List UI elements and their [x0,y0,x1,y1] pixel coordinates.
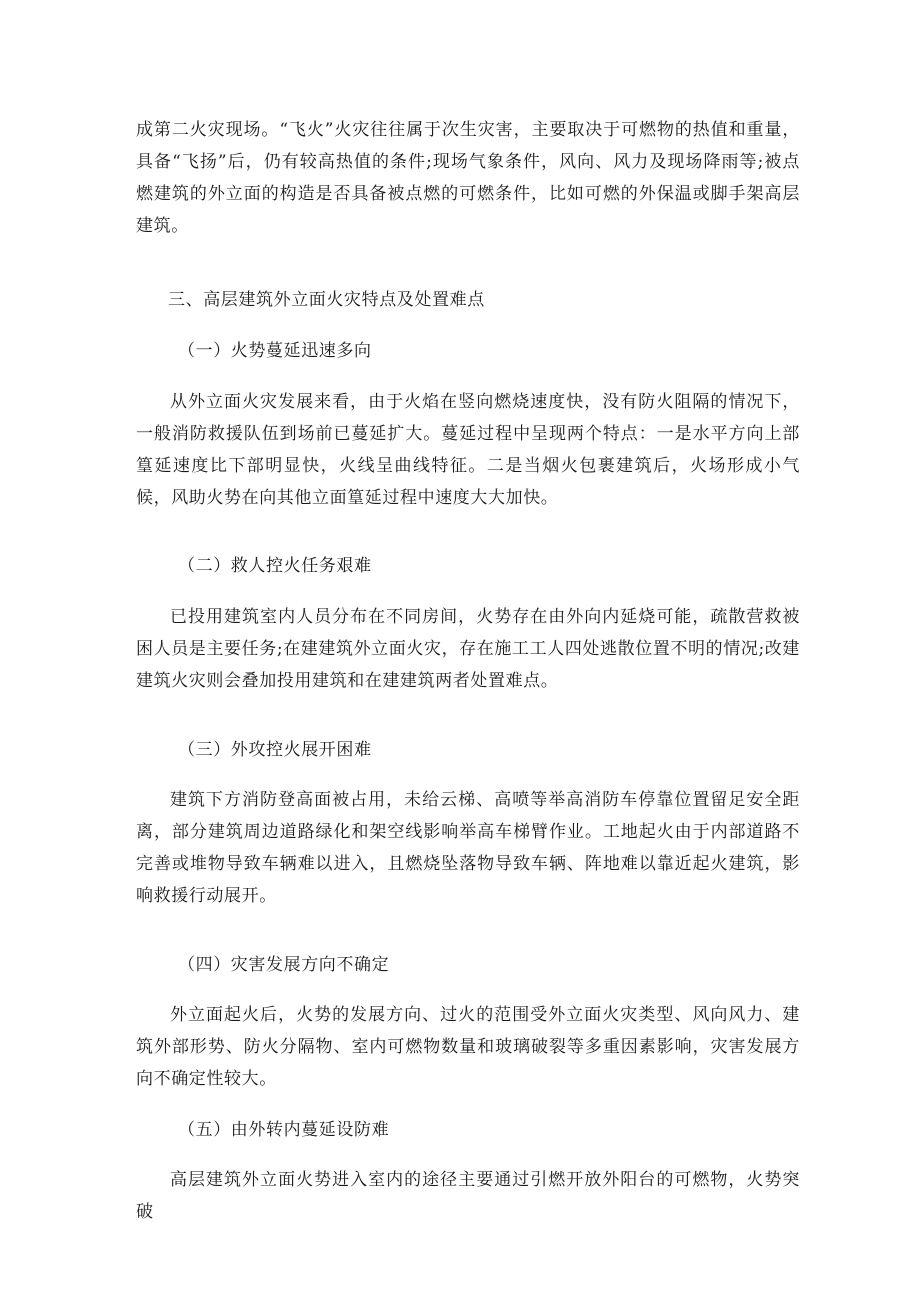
section-heading-3: 三、高层建筑外立面火灾特点及处置难点 [168,290,485,310]
subsection-body-3: 建筑下方消防登高面被占用，未给云梯、高喷等举高消防车停靠位置留足安全距离，部分建筑周边道路绿化和架空线影响举高车梯臂作业。工地起火由于内部道路不完善或堆物导致车辆难以进入，且燃烧坠落物导致车辆、阵地难以靠近起火建筑，影响救援行动展开。 [136,790,800,906]
subsection-heading-5: （五）由外转内蔓延设防难 [178,1120,390,1140]
paragraph-fire-spread-conditions: 成第二火灾现场。“飞火”火灾往往属于次生灾害，主要取决于可燃物的热值和重量，具备“飞扬”后，仍有较高热值的条件;现场气象条件，风向、风力及现场降雨等;被点燃建筑的外立面的构造是否具备被点燃的可燃条件，比如可燃的外保温或脚手架高层建筑。 [136,120,800,236]
subsection-heading-2: （二）救人控火任务艰难 [178,556,372,576]
subsection-heading-3: （三）外攻控火展开困难 [178,740,372,760]
subsection-heading-1: （一）火势蔓延迅速多向 [178,341,372,361]
subsection-heading-4: （四）灾害发展方向不确定 [178,955,390,975]
subsection-body-1: 从外立面火灾发展来看，由于火焰在竖向燃烧速度快，没有防火阻隔的情况下，一般消防救援队伍到场前已蔓延扩大。蔓延过程中呈现两个特点：一是水平方向上部篁延速度比下部明显快，火线呈曲线特征。二是当烟火包裹建筑后，火场形成小气候，风助火势在向其他立面篁延过程中速度大大加快。 [136,392,800,508]
subsection-body-2: 已投用建筑室内人员分布在不同房间，火势存在由外向内延烧可能，疏散营救被困人员是主要任务;在建建筑外立面火灾，存在施工工人四处逃散位置不明的情况;改建建筑火灾则会叠加投用建筑和在建建筑两者处置难点。 [136,607,800,691]
subsection-body-4: 外立面起火后，火势的发展方向、过火的范围受外立面火灾类型、风向风力、建筑外部形势、防火分隔物、室内可燃物数量和玻璃破裂等多重因素影响，灾害发展方向不确定性较大。 [136,1005,800,1089]
subsection-body-5: 高层建筑外立面火势进入室内的途径主要通过引燃开放外阳台的可燃物，火势突破 [136,1170,800,1222]
